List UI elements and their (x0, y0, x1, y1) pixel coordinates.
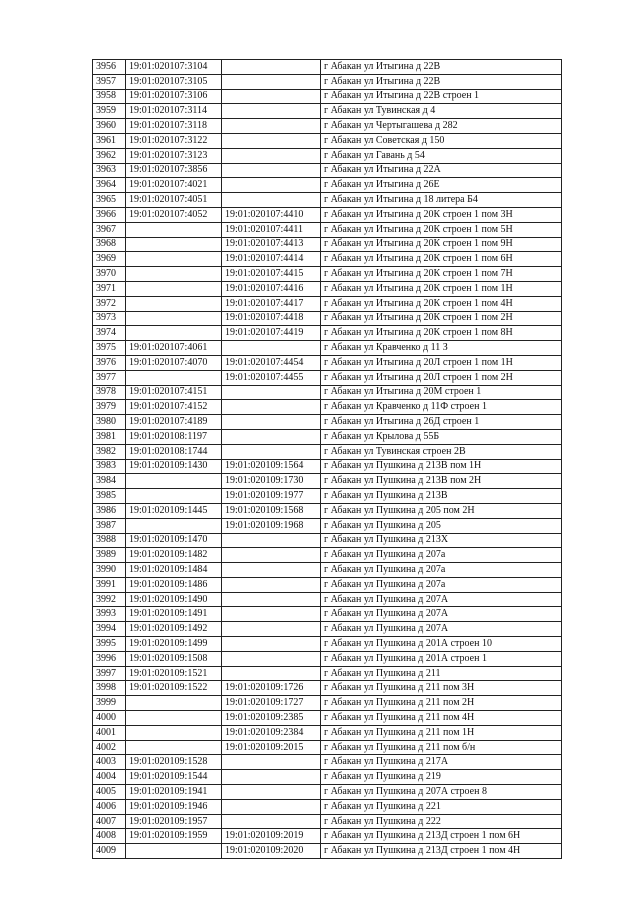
row-number-cell: 3987 (93, 518, 126, 533)
address-cell: г Абакан ул Пушкина д 207а (321, 577, 562, 592)
cadastral-number-cell (126, 518, 222, 533)
cadastral-number-cell (126, 370, 222, 385)
table-row (93, 355, 562, 370)
table-row (93, 799, 562, 814)
table-row (93, 415, 562, 430)
address-cell: г Абакан ул Пушкина д 213Д строен 1 пом 6Н (321, 829, 562, 844)
row-number-cell: 3973 (93, 311, 126, 326)
row-number-cell: 3993 (93, 607, 126, 622)
row-number-cell: 4009 (93, 844, 126, 859)
table-row (93, 548, 562, 563)
row-number-cell: 3972 (93, 296, 126, 311)
cadastral-number-cell: 19:01:020109:1499 (126, 637, 222, 652)
table-row (93, 489, 562, 504)
sub-cadastral-number-cell: 19:01:020109:1564 (222, 459, 321, 474)
table-row (93, 696, 562, 711)
address-cell: г Абакан ул Пушкина д 211 пом 1Н (321, 725, 562, 740)
row-number-cell: 4004 (93, 770, 126, 785)
cadastral-number-cell: 19:01:020107:4070 (126, 355, 222, 370)
cadastral-number-cell: 19:01:020107:4152 (126, 400, 222, 415)
row-number-cell: 3978 (93, 385, 126, 400)
sub-cadastral-number-cell: 19:01:020107:4419 (222, 326, 321, 341)
cadastral-number-cell: 19:01:020109:1522 (126, 681, 222, 696)
address-cell: г Абакан ул Пушкина д 211 (321, 666, 562, 681)
row-number-cell: 3980 (93, 415, 126, 430)
cadastral-number-cell: 19:01:020107:3856 (126, 163, 222, 178)
address-cell: г Абакан ул Пушкина д 201А строен 10 (321, 637, 562, 652)
table-row (93, 785, 562, 800)
sub-cadastral-number-cell (222, 429, 321, 444)
cadastral-number-cell (126, 740, 222, 755)
row-number-cell: 3960 (93, 119, 126, 134)
table-row (93, 60, 562, 75)
cadastral-number-cell: 19:01:020107:3105 (126, 74, 222, 89)
row-number-cell: 3971 (93, 281, 126, 296)
row-number-cell: 3968 (93, 237, 126, 252)
address-cell: г Абакан ул Итыгина д 20К строен 1 пом 6Н (321, 252, 562, 267)
table-row (93, 503, 562, 518)
address-cell: г Абакан ул Итыгина д 22В строен 1 (321, 89, 562, 104)
address-cell: г Абакан ул Пушкина д 217А (321, 755, 562, 770)
cadastral-number-cell: 19:01:020107:4051 (126, 193, 222, 208)
cadastral-number-cell: 19:01:020109:1490 (126, 592, 222, 607)
table-row (93, 296, 562, 311)
sub-cadastral-number-cell (222, 814, 321, 829)
address-cell: г Абакан ул Итыгина д 20М строен 1 (321, 385, 562, 400)
cadastral-number-cell: 19:01:020109:1482 (126, 548, 222, 563)
row-number-cell: 4005 (93, 785, 126, 800)
sub-cadastral-number-cell (222, 592, 321, 607)
table-row (93, 311, 562, 326)
cadastral-number-cell (126, 711, 222, 726)
address-cell: г Абакан ул Гавань д 54 (321, 148, 562, 163)
row-number-cell: 4006 (93, 799, 126, 814)
sub-cadastral-number-cell (222, 607, 321, 622)
cadastral-number-cell: 19:01:020109:1445 (126, 503, 222, 518)
table-row (93, 770, 562, 785)
sub-cadastral-number-cell (222, 785, 321, 800)
address-cell: г Абакан ул Крылова д 55Б (321, 429, 562, 444)
row-number-cell: 3969 (93, 252, 126, 267)
sub-cadastral-number-cell (222, 60, 321, 75)
table-row (93, 666, 562, 681)
row-number-cell: 3995 (93, 637, 126, 652)
sub-cadastral-number-cell (222, 133, 321, 148)
table-row (93, 711, 562, 726)
table-row (93, 740, 562, 755)
cadastral-number-cell: 19:01:020109:1508 (126, 651, 222, 666)
table-row (93, 681, 562, 696)
cadastral-number-cell: 19:01:020107:3114 (126, 104, 222, 119)
cadastral-number-cell (126, 296, 222, 311)
address-cell: г Абакан ул Итыгина д 22В (321, 60, 562, 75)
sub-cadastral-number-cell (222, 178, 321, 193)
address-cell: г Абакан ул Пушкина д 213Х (321, 533, 562, 548)
cadastral-number-cell: 19:01:020109:1941 (126, 785, 222, 800)
cadastral-number-cell (126, 311, 222, 326)
address-cell: г Абакан ул Пушкина д 221 (321, 799, 562, 814)
address-cell: г Абакан ул Пушкина д 207а (321, 563, 562, 578)
address-cell: г Абакан ул Итыгина д 18 литера Б4 (321, 193, 562, 208)
cadastral-number-cell (126, 696, 222, 711)
row-number-cell: 3965 (93, 193, 126, 208)
table-row (93, 281, 562, 296)
table-row (93, 74, 562, 89)
address-cell: г Абакан ул Пушкина д 211 пом б/н (321, 740, 562, 755)
sub-cadastral-number-cell: 19:01:020109:2385 (222, 711, 321, 726)
address-cell: г Абакан ул Итыгина д 20К строен 1 пом 1Н (321, 281, 562, 296)
cadastral-number-cell: 19:01:020109:1492 (126, 622, 222, 637)
table-row (93, 651, 562, 666)
cadastral-number-cell (126, 267, 222, 282)
sub-cadastral-number-cell (222, 548, 321, 563)
address-cell: г Абакан ул Итыгина д 20К строен 1 пом 8Н (321, 326, 562, 341)
address-cell: г Абакан ул Пушкина д 201А строен 1 (321, 651, 562, 666)
table-row (93, 622, 562, 637)
cadastral-number-cell (126, 281, 222, 296)
row-number-cell: 3970 (93, 267, 126, 282)
table-row (93, 207, 562, 222)
address-cell: г Абакан ул Советская д 150 (321, 133, 562, 148)
address-cell: г Абакан ул Пушкина д 207А (321, 592, 562, 607)
sub-cadastral-number-cell (222, 119, 321, 134)
row-number-cell: 3994 (93, 622, 126, 637)
address-cell: г Абакан ул Пушкина д 207а (321, 548, 562, 563)
row-number-cell: 4001 (93, 725, 126, 740)
cadastral-number-cell: 19:01:020109:1521 (126, 666, 222, 681)
cadastral-number-cell (126, 326, 222, 341)
sub-cadastral-number-cell: 19:01:020109:2015 (222, 740, 321, 755)
table-row (93, 444, 562, 459)
table-row (93, 563, 562, 578)
address-cell: г Абакан ул Чертыгашева д 282 (321, 119, 562, 134)
cadastral-number-cell (126, 725, 222, 740)
row-number-cell: 3964 (93, 178, 126, 193)
address-cell: г Абакан ул Пушкина д 219 (321, 770, 562, 785)
sub-cadastral-number-cell (222, 799, 321, 814)
cadastral-number-cell: 19:01:020107:3104 (126, 60, 222, 75)
row-number-cell: 3984 (93, 474, 126, 489)
address-cell: г Абакан ул Кравченко д 11Ф строен 1 (321, 400, 562, 415)
cadastral-number-cell: 19:01:020107:4021 (126, 178, 222, 193)
address-cell: г Абакан ул Тувинская строен 2В (321, 444, 562, 459)
sub-cadastral-number-cell (222, 637, 321, 652)
row-number-cell: 3990 (93, 563, 126, 578)
sub-cadastral-number-cell (222, 622, 321, 637)
row-number-cell: 3982 (93, 444, 126, 459)
table-row (93, 252, 562, 267)
address-cell: г Абакан ул Пушкина д 207А (321, 607, 562, 622)
row-number-cell: 3957 (93, 74, 126, 89)
sub-cadastral-number-cell: 19:01:020107:4455 (222, 370, 321, 385)
row-number-cell: 3999 (93, 696, 126, 711)
row-number-cell: 3986 (93, 503, 126, 518)
cadastral-number-cell: 19:01:020107:4061 (126, 341, 222, 356)
row-number-cell: 3998 (93, 681, 126, 696)
row-number-cell: 3956 (93, 60, 126, 75)
row-number-cell: 3988 (93, 533, 126, 548)
row-number-cell: 3989 (93, 548, 126, 563)
address-cell: г Абакан ул Пушкина д 207А (321, 622, 562, 637)
address-cell: г Абакан ул Итыгина д 20Л строен 1 пом 2Н (321, 370, 562, 385)
cadastral-number-cell (126, 489, 222, 504)
address-cell: г Абакан ул Пушкина д 211 пом 4Н (321, 711, 562, 726)
table-row (93, 592, 562, 607)
row-number-cell: 3962 (93, 148, 126, 163)
row-number-cell: 3981 (93, 429, 126, 444)
cadastral-number-cell (126, 474, 222, 489)
address-cell: г Абакан ул Итыгина д 20К строен 1 пом 4Н (321, 296, 562, 311)
cadastral-number-cell: 19:01:020109:1959 (126, 829, 222, 844)
sub-cadastral-number-cell (222, 148, 321, 163)
table-row (93, 89, 562, 104)
sub-cadastral-number-cell (222, 89, 321, 104)
cadastral-number-cell (126, 222, 222, 237)
row-number-cell: 3967 (93, 222, 126, 237)
address-cell: г Абакан ул Пушкина д 213Д строен 1 пом 4Н (321, 844, 562, 859)
sub-cadastral-number-cell (222, 400, 321, 415)
table-row (93, 370, 562, 385)
cadastral-number-cell (126, 237, 222, 252)
table-row (93, 755, 562, 770)
table-row (93, 341, 562, 356)
table-row (93, 518, 562, 533)
row-number-cell: 3979 (93, 400, 126, 415)
address-cell: г Абакан ул Кравченко д 11 З (321, 341, 562, 356)
table-row (93, 326, 562, 341)
cadastral-number-cell: 19:01:020108:1197 (126, 429, 222, 444)
sub-cadastral-number-cell: 19:01:020109:2020 (222, 844, 321, 859)
address-cell: г Абакан ул Итыгина д 20Л строен 1 пом 1Н (321, 355, 562, 370)
sub-cadastral-number-cell (222, 755, 321, 770)
cadastral-number-cell: 19:01:020107:3122 (126, 133, 222, 148)
row-number-cell: 3963 (93, 163, 126, 178)
property-registry-table (92, 59, 562, 859)
address-cell: г Абакан ул Итыгина д 20К строен 1 пом 7Н (321, 267, 562, 282)
sub-cadastral-number-cell: 19:01:020109:2384 (222, 725, 321, 740)
cadastral-number-cell: 19:01:020107:3106 (126, 89, 222, 104)
row-number-cell: 4000 (93, 711, 126, 726)
cadastral-number-cell: 19:01:020109:1528 (126, 755, 222, 770)
cadastral-number-cell: 19:01:020109:1486 (126, 577, 222, 592)
address-cell: г Абакан ул Пушкина д 207А строен 8 (321, 785, 562, 800)
cadastral-number-cell: 19:01:020109:1946 (126, 799, 222, 814)
table-row (93, 474, 562, 489)
sub-cadastral-number-cell (222, 444, 321, 459)
sub-cadastral-number-cell: 19:01:020107:4415 (222, 267, 321, 282)
address-cell: г Абакан ул Итыгина д 26Д строен 1 (321, 415, 562, 430)
table-row (93, 637, 562, 652)
address-cell: г Абакан ул Пушкина д 211 пом 3Н (321, 681, 562, 696)
cadastral-number-cell (126, 252, 222, 267)
row-number-cell: 3966 (93, 207, 126, 222)
address-cell: г Абакан ул Итыгина д 20К строен 1 пом 2Н (321, 311, 562, 326)
row-number-cell: 3961 (93, 133, 126, 148)
sub-cadastral-number-cell: 19:01:020107:4454 (222, 355, 321, 370)
row-number-cell: 3975 (93, 341, 126, 356)
sub-cadastral-number-cell: 19:01:020109:1730 (222, 474, 321, 489)
sub-cadastral-number-cell: 19:01:020107:4416 (222, 281, 321, 296)
sub-cadastral-number-cell (222, 651, 321, 666)
row-number-cell: 3985 (93, 489, 126, 504)
table-row (93, 844, 562, 859)
cadastral-number-cell: 19:01:020109:1484 (126, 563, 222, 578)
row-number-cell: 4002 (93, 740, 126, 755)
row-number-cell: 3991 (93, 577, 126, 592)
row-number-cell: 3992 (93, 592, 126, 607)
cadastral-number-cell: 19:01:020108:1744 (126, 444, 222, 459)
address-cell: г Абакан ул Пушкина д 213В (321, 489, 562, 504)
sub-cadastral-number-cell (222, 193, 321, 208)
row-number-cell: 3974 (93, 326, 126, 341)
address-cell: г Абакан ул Пушкина д 205 пом 2Н (321, 503, 562, 518)
sub-cadastral-number-cell (222, 666, 321, 681)
sub-cadastral-number-cell: 19:01:020107:4414 (222, 252, 321, 267)
table-row (93, 814, 562, 829)
address-cell: г Абакан ул Итыгина д 22В (321, 74, 562, 89)
table-row (93, 237, 562, 252)
sub-cadastral-number-cell: 19:01:020109:1568 (222, 503, 321, 518)
row-number-cell: 3959 (93, 104, 126, 119)
cadastral-number-cell: 19:01:020107:3118 (126, 119, 222, 134)
table-row (93, 459, 562, 474)
address-cell: г Абакан ул Итыгина д 20К строен 1 пом 9Н (321, 237, 562, 252)
sub-cadastral-number-cell (222, 163, 321, 178)
cadastral-number-cell: 19:01:020109:1430 (126, 459, 222, 474)
row-number-cell: 3996 (93, 651, 126, 666)
address-cell: г Абакан ул Пушкина д 213В пом 1Н (321, 459, 562, 474)
address-cell: г Абакан ул Итыгина д 20К строен 1 пом 3Н (321, 207, 562, 222)
table-row (93, 533, 562, 548)
sub-cadastral-number-cell: 19:01:020107:4413 (222, 237, 321, 252)
sub-cadastral-number-cell: 19:01:020109:1977 (222, 489, 321, 504)
cadastral-number-cell: 19:01:020109:1470 (126, 533, 222, 548)
sub-cadastral-number-cell (222, 385, 321, 400)
table-row (93, 267, 562, 282)
row-number-cell: 4008 (93, 829, 126, 844)
table-row (93, 193, 562, 208)
table-row (93, 133, 562, 148)
row-number-cell: 3983 (93, 459, 126, 474)
cadastral-number-cell: 19:01:020107:3123 (126, 148, 222, 163)
table-row (93, 385, 562, 400)
cadastral-number-cell: 19:01:020109:1957 (126, 814, 222, 829)
row-number-cell: 3976 (93, 355, 126, 370)
sub-cadastral-number-cell (222, 104, 321, 119)
sub-cadastral-number-cell: 19:01:020109:1727 (222, 696, 321, 711)
table-row (93, 104, 562, 119)
registry-table-body (93, 60, 562, 859)
address-cell: г Абакан ул Пушкина д 213В пом 2Н (321, 474, 562, 489)
table-row (93, 400, 562, 415)
table-row (93, 829, 562, 844)
row-number-cell: 3997 (93, 666, 126, 681)
cadastral-number-cell: 19:01:020109:1544 (126, 770, 222, 785)
table-row (93, 178, 562, 193)
sub-cadastral-number-cell: 19:01:020107:4417 (222, 296, 321, 311)
table-row (93, 119, 562, 134)
cadastral-number-cell (126, 844, 222, 859)
sub-cadastral-number-cell (222, 577, 321, 592)
table-row (93, 163, 562, 178)
cadastral-number-cell: 19:01:020107:4052 (126, 207, 222, 222)
cadastral-number-cell: 19:01:020107:4189 (126, 415, 222, 430)
address-cell: г Абакан ул Итыгина д 26Е (321, 178, 562, 193)
address-cell: г Абакан ул Итыгина д 22А (321, 163, 562, 178)
sub-cadastral-number-cell: 19:01:020107:4411 (222, 222, 321, 237)
sub-cadastral-number-cell (222, 770, 321, 785)
table-row (93, 148, 562, 163)
table-row (93, 222, 562, 237)
sub-cadastral-number-cell: 19:01:020109:1968 (222, 518, 321, 533)
cadastral-number-cell: 19:01:020107:4151 (126, 385, 222, 400)
sub-cadastral-number-cell: 19:01:020109:2019 (222, 829, 321, 844)
sub-cadastral-number-cell: 19:01:020109:1726 (222, 681, 321, 696)
table-row (93, 607, 562, 622)
row-number-cell: 3977 (93, 370, 126, 385)
sub-cadastral-number-cell (222, 74, 321, 89)
address-cell: г Абакан ул Итыгина д 20К строен 1 пом 5Н (321, 222, 562, 237)
address-cell: г Абакан ул Пушкина д 222 (321, 814, 562, 829)
sub-cadastral-number-cell (222, 533, 321, 548)
table-row (93, 725, 562, 740)
table-row (93, 429, 562, 444)
sub-cadastral-number-cell: 19:01:020107:4410 (222, 207, 321, 222)
address-cell: г Абакан ул Пушкина д 211 пом 2Н (321, 696, 562, 711)
sub-cadastral-number-cell: 19:01:020107:4418 (222, 311, 321, 326)
sub-cadastral-number-cell (222, 415, 321, 430)
address-cell: г Абакан ул Пушкина д 205 (321, 518, 562, 533)
table-row (93, 577, 562, 592)
sub-cadastral-number-cell (222, 341, 321, 356)
row-number-cell: 3958 (93, 89, 126, 104)
cadastral-number-cell: 19:01:020109:1491 (126, 607, 222, 622)
sub-cadastral-number-cell (222, 563, 321, 578)
row-number-cell: 4003 (93, 755, 126, 770)
address-cell: г Абакан ул Тувинская д 4 (321, 104, 562, 119)
row-number-cell: 4007 (93, 814, 126, 829)
